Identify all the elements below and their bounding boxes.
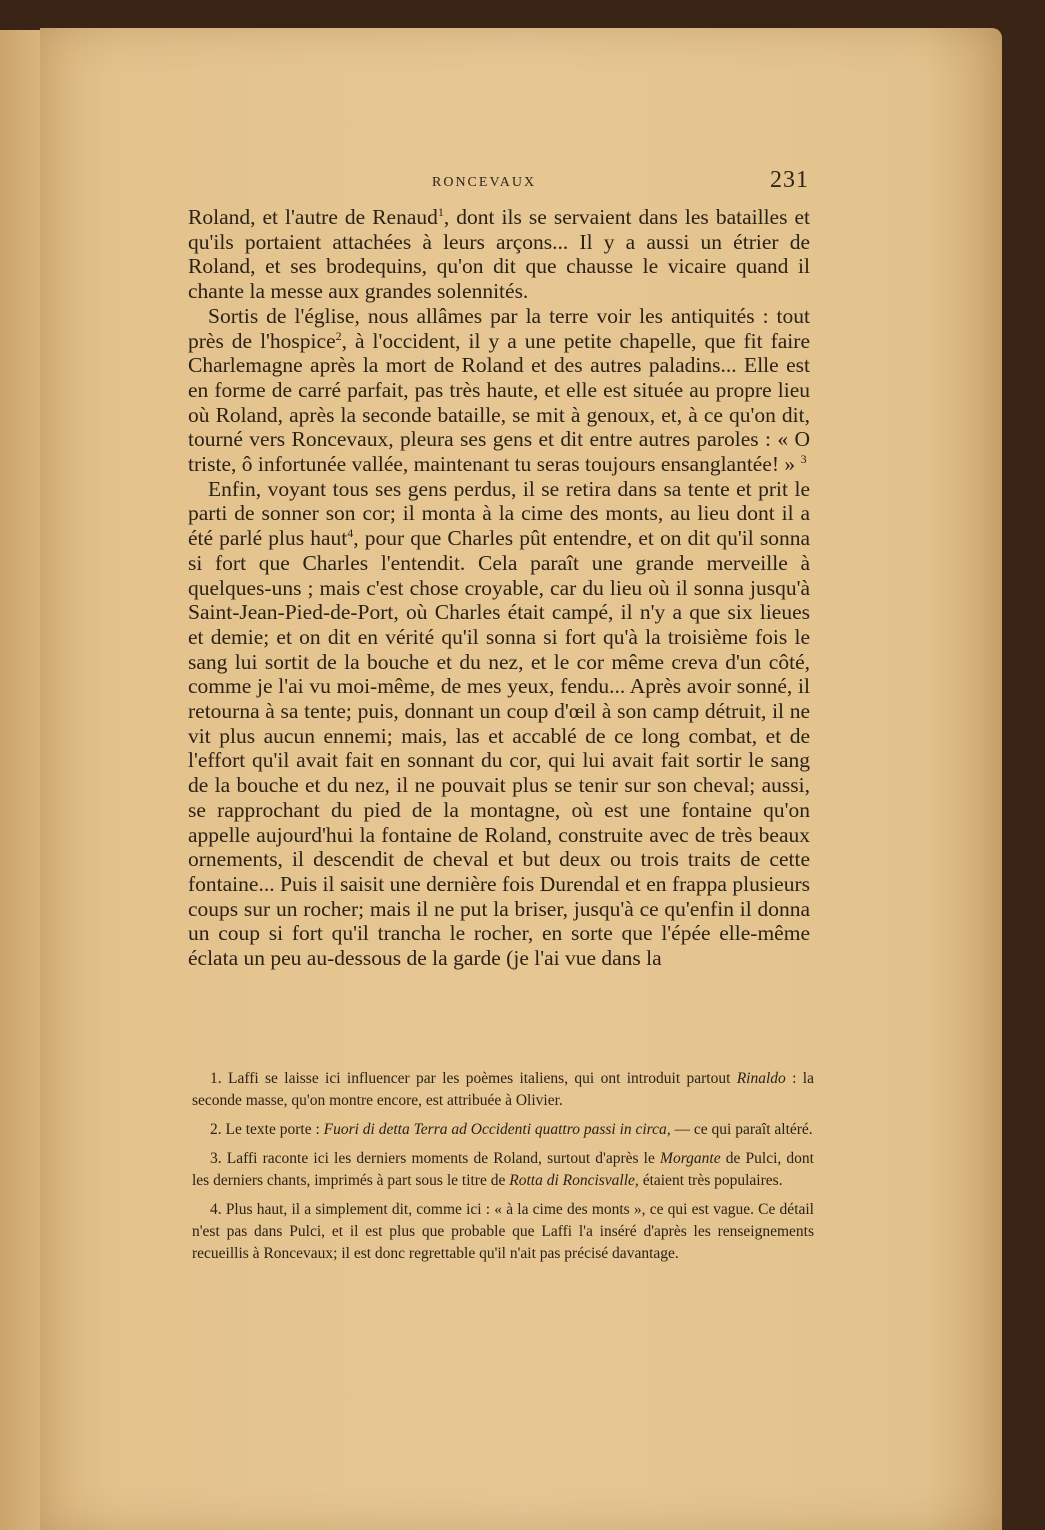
footnote-3-text-b: de Pulci, dont les derniers chants, imprimés à part sous le titre de [192, 1150, 814, 1189]
paragraph-1 [188, 205, 810, 304]
footnote-2-text-a: Le texte porte : [221, 1121, 324, 1138]
footnote-3-italic-2: Rotta di Roncisvalle, [509, 1172, 639, 1189]
main-text [188, 205, 810, 971]
footnote-ref-4: 4 [347, 525, 354, 540]
footnote-1-text-b: : la seconde masse, qu'on montre encore, est attribuée à Olivier. [192, 1070, 814, 1109]
page-number: 231 [770, 167, 809, 193]
footnote-4 [192, 1199, 814, 1265]
footnote-ref-2: 2 [335, 328, 342, 343]
footnote-2 [192, 1119, 814, 1141]
footnote-ref-3: 3 [800, 451, 807, 466]
paragraph-3-text-b: , pour que Charles pût entendre, et on dit qu'il sonna si fort que Charles l'entendit. Cela paraît une grande merveille à quelques-uns ; mais c'est chose croyable, car du lieu où il sonna jusqu'à Saint-Jean-Pied-de-Port, où Charles était campé, il n'y a que six lieues et demie; et on dit en vérité qu'il sonna si fort qu'à la troisième fois le sang lui sortit de la bouche et du nez, et le cor même creva d'un côté, comme je l'ai vu moi-même, de mes yeux, fendu... Après avoir sonné, il retourna à sa tente; puis, donnant un coup d'œil à son camp détruit, il ne vit plus aucun ennemi; mais, las et accablé de ce long combat, et de l'effort qu'il avait fait en sonnant du cor, qui lui avait fait sortir le sang de la bouche et du nez, il ne pouvait plus se tenir sur son cheval; aussi, se rapprochant du pied de la montagne, où est une fontaine qu'on appelle aujourd'hui la fontaine de Roland, construite avec de très beaux ornements, il descendit de cheval et but deux ou trois traits de cette fontaine... Puis il saisit une dernière fois Durendal et en frappa plusieurs coups sur un rocher; mais il ne put la briser, jusqu'à ce qu'enfin il donna un coup si fort qu'il trancha le rocher, en sorte que l'épée elle-même éclata un peu au-dessous de la garde (je l'ai vue dans la [188, 526, 810, 971]
paragraph-1-text-b: , dont ils se servaient dans les batailles et qu'ils portaient attachées à leurs arçons... Il y a aussi un étrier de Roland, et ses brodequins, qu'on dit que chausse le vicaire quand il chante la messe aux grandes solennités. [188, 205, 810, 304]
footnote-ref-1: 1 [437, 204, 444, 219]
paragraph-3-text-a: Enfin, voyant tous ses gens perdus, il se retira dans sa tente et prit le parti de sonner son cor; il monta à la cime des monts, au lieu dont il a été parlé plus haut [188, 476, 810, 551]
facing-page-edge [0, 30, 42, 1530]
paragraph-2-text-b: , à l'occident, il y a une petite chapelle, que fit faire Charlemagne après la mort de Roland et des autres paladins... Elle est en forme de carré parfait, pas très haute, et elle est située au propre lieu où Roland, après la seconde bataille, se mit à genoux, et, à ce qu'on dit, tourné vers Roncevaux, pleura ses gens et dit entre autres paroles : « O triste, ô infortunée vallée, maintenant tu seras toujours ensanglantée! » [188, 328, 810, 477]
footnote-3 [192, 1148, 814, 1192]
footnote-2-italic: Fuori di detta Terra ad Occidenti quattro passi in circa, [323, 1121, 671, 1138]
footnote-1-italic: Rinaldo [736, 1070, 786, 1087]
footnote-3-text-c: étaient très populaires. [638, 1172, 783, 1189]
page-header [0, 167, 1045, 195]
paragraph-2 [188, 304, 810, 477]
footnote-3-text-a: Laffi raconte ici les derniers moments de Roland, surtout d'après le [221, 1150, 661, 1167]
footnote-1 [192, 1068, 814, 1112]
footnote-1-text-a: Laffi se laisse ici influencer par les poèmes italiens, qui ont introduit partout [221, 1070, 737, 1087]
footnote-3-italic-1: Morgante [660, 1150, 721, 1167]
footnote-2-text-b: — ce qui paraît altéré. [670, 1121, 813, 1138]
footnote-4-text: Plus haut, il a simplement dit, comme ici : « à la cime des monts », ce qui est vague. Ce détail n'est pas dans Pulci, et il est plus que probable que Laffi l'a inséré d'après les renseignements recueillis à Roncevaux; il est donc regrettable qu'il n'ait pas précisé davantage. [192, 1201, 814, 1262]
paragraph-2-text-a: Sortis de l'église, nous allâmes par la terre voir les antiquités : tout près de l'hospice [188, 303, 810, 353]
paragraph-1-text-a: Roland, et l'autre de Renaud [188, 205, 438, 229]
footnotes [192, 1068, 814, 1272]
footnote-3-number: 3. [210, 1150, 222, 1167]
running-head: RONCEVAUX [432, 175, 537, 190]
footnote-1-number: 1. [210, 1070, 222, 1087]
footnote-2-number: 2. [210, 1121, 222, 1138]
footnote-4-number: 4. [210, 1201, 222, 1218]
paragraph-3 [188, 477, 810, 971]
